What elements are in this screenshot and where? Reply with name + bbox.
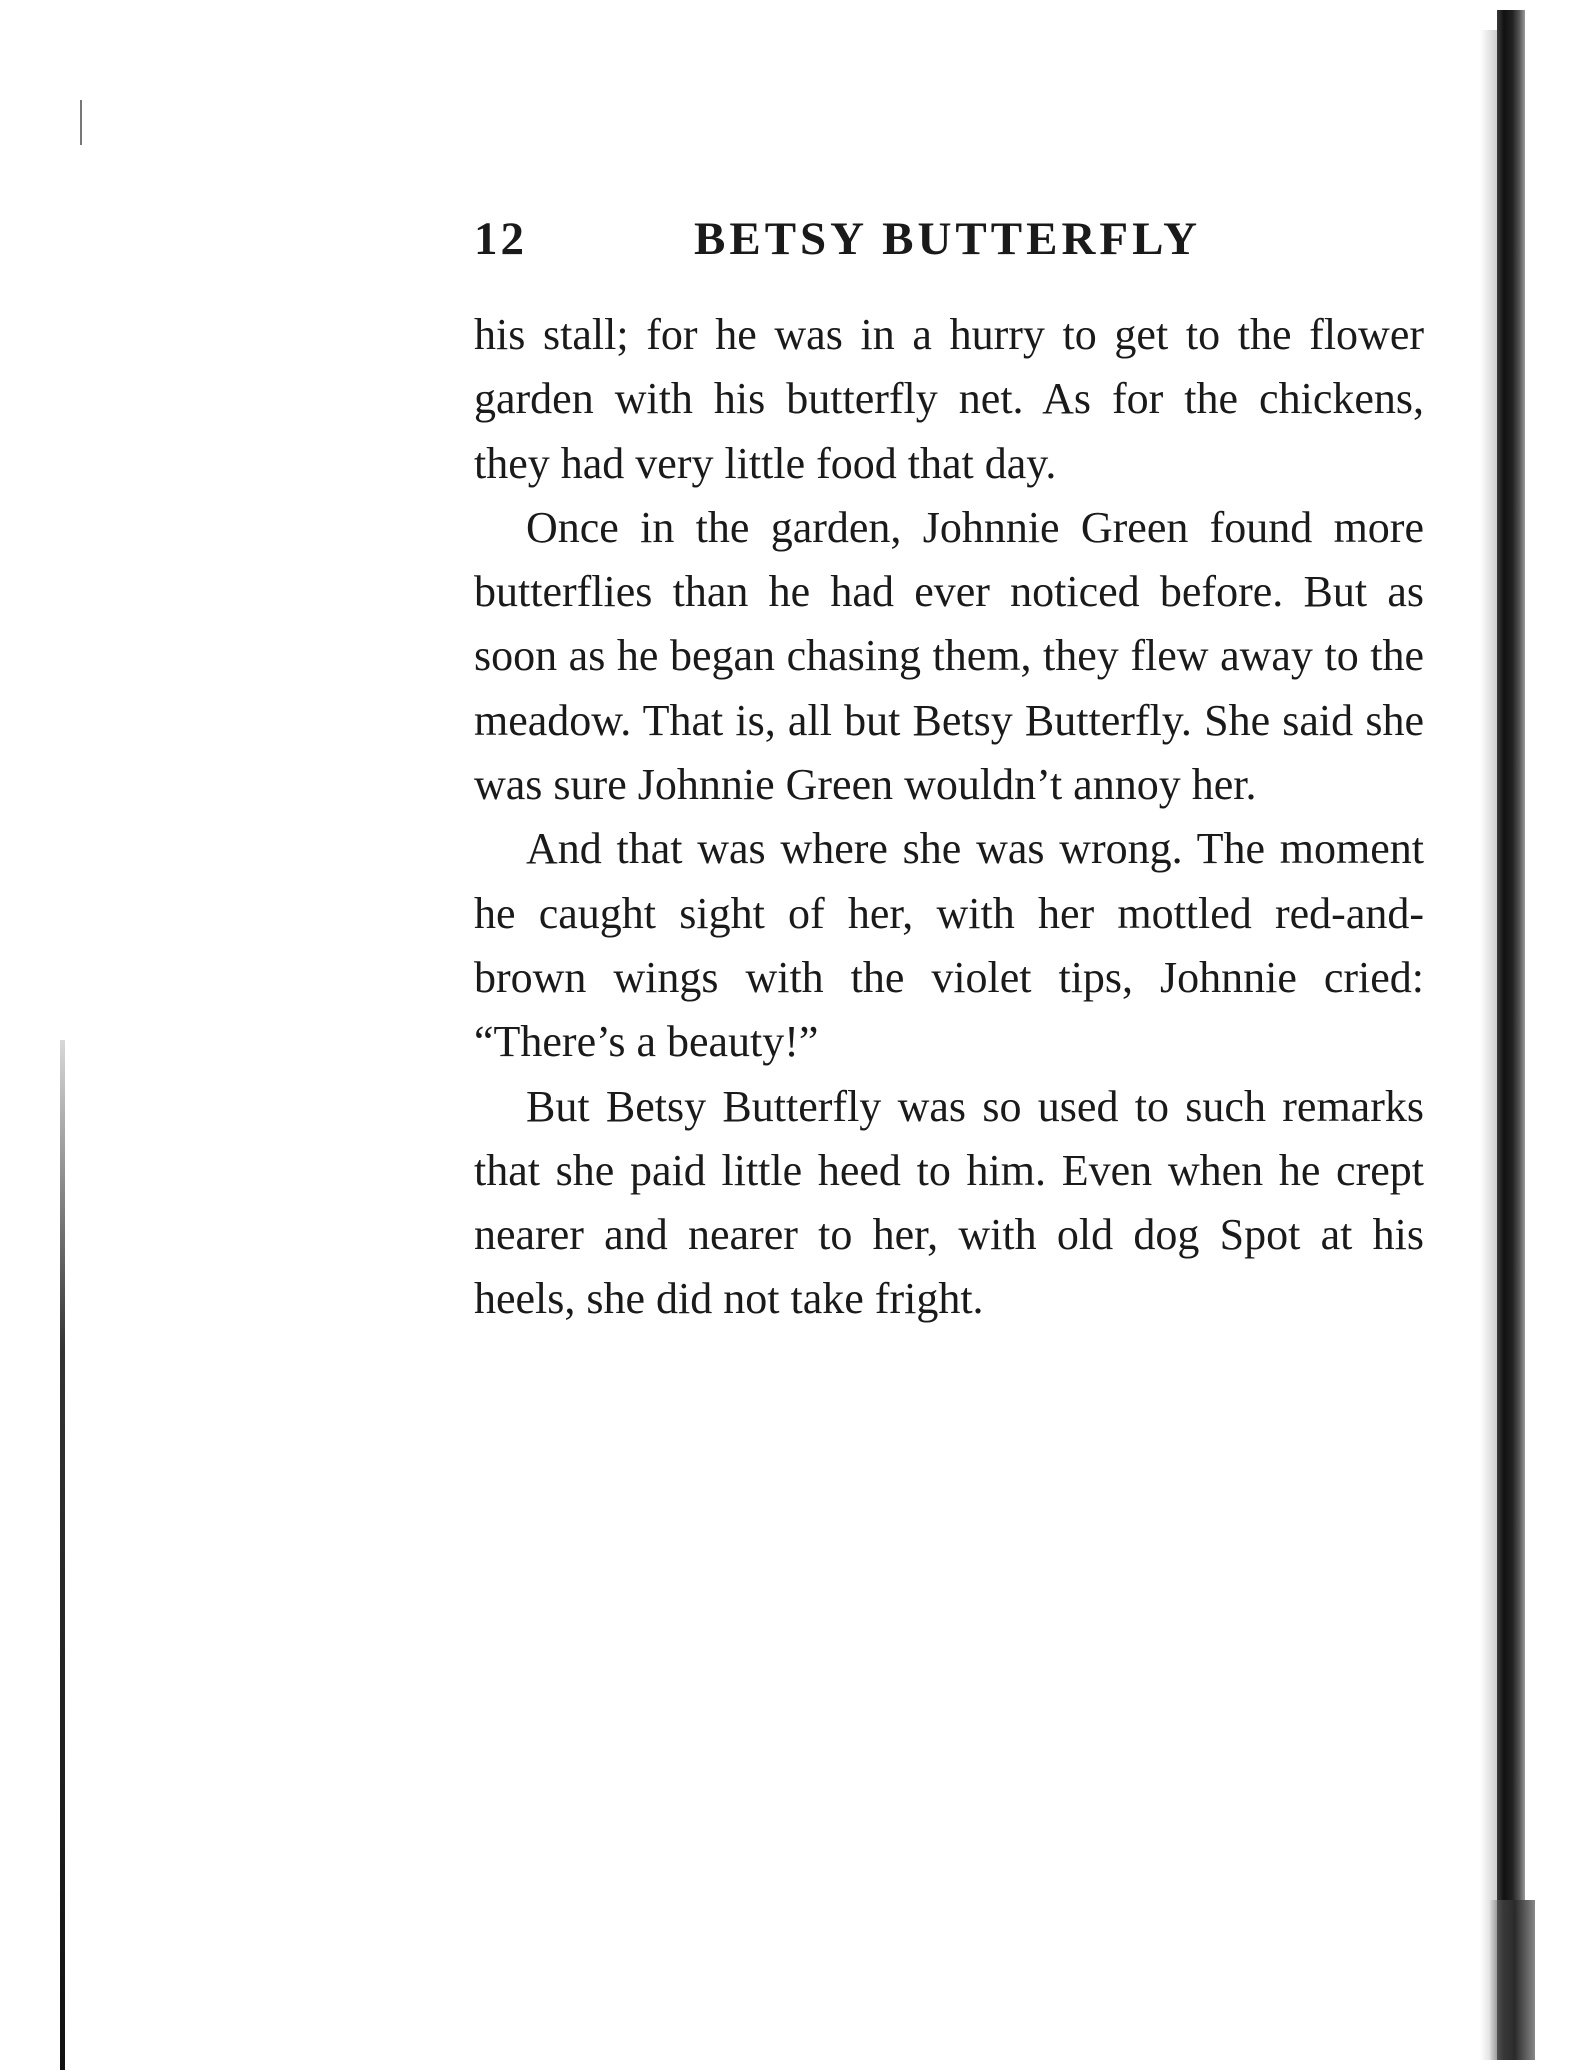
paragraph-3: And that was where she was wrong. The moment he caught sight of her, with her mottled red-and-brown wings with the violet tips, Johnnie cried: “There’s a beauty!”	[474, 824, 1424, 1067]
binding-edge	[1497, 10, 1525, 2060]
binding-shadow	[1480, 30, 1498, 2060]
running-title: BETSY BUTTERFLY	[694, 213, 1202, 265]
body-text	[474, 303, 1424, 1332]
page-left-edge	[60, 1040, 65, 2070]
paragraph-2: Once in the garden, Johnnie Green found more butterflies than he had ever noticed before. But as soon as he began chasing them, they flew away to the meadow. That is, all but Betsy Butterfly. She said she was sure Johnnie Green wouldn’t annoy her.	[474, 502, 1424, 810]
page-header	[474, 212, 1434, 278]
page-left-edge-mark	[80, 100, 82, 145]
paragraph-1: his stall; for he was in a hurry to get to the flower garden with his butterfly net. As for the chickens, they had very little food that day.	[474, 310, 1424, 488]
page-number: 12	[474, 213, 527, 265]
binding-edge-bottom	[1490, 1900, 1535, 2060]
paragraph-4: But Betsy Butterfly was so used to such remarks that she paid little heed to him. Even when he crept nearer and nearer to her, with old dog Spot at his heels, she did not take fright.	[474, 1081, 1424, 1324]
